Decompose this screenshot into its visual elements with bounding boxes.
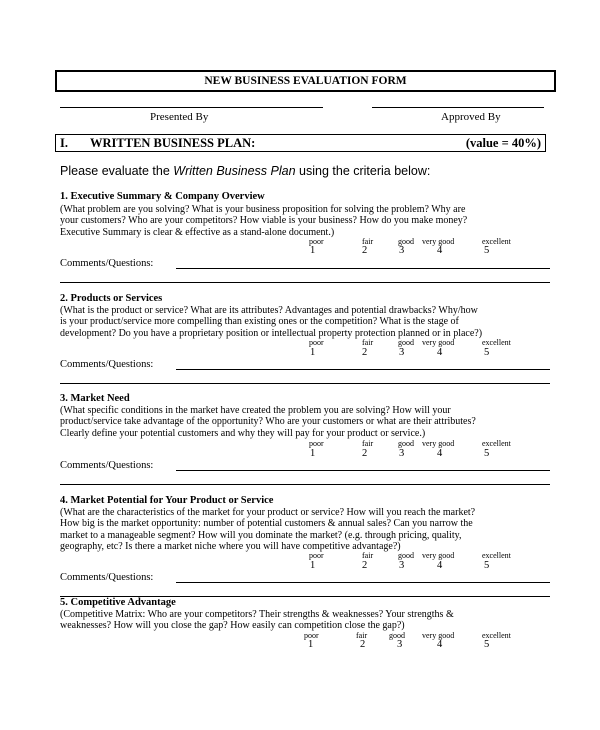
approved-by-label: Approved By	[441, 111, 501, 123]
comments-line[interactable]	[176, 369, 550, 370]
criterion-1-description: (What problem are you solving? What is your business proposition for solving the problem? Why are your customers? Who are your competitors? How viable is your business? How do you make money? Executive Summary is clear & effective as a stand-alone document.)	[60, 204, 468, 238]
comments-label: Comments/Questions:	[60, 258, 154, 269]
criterion-1-title: 1. Executive Summary & Company Overview	[60, 191, 265, 202]
comments-label: Comments/Questions:	[60, 359, 154, 370]
presented-by-label: Presented By	[150, 111, 209, 123]
criterion-3-title: 3. Market Need	[60, 393, 130, 404]
comments-label: Comments/Questions:	[60, 460, 154, 471]
comments-line[interactable]	[60, 282, 550, 283]
section-name: WRITTEN BUSINESS PLAN:	[90, 136, 256, 150]
instructions: Please evaluate the Written Business Plan using the criteria below:	[60, 164, 431, 178]
criterion-2-description: (What is the product or service? What are its attributes? Advantages and potential drawbacks? Why/how is your product/service more compelling than existing ones or the competition? What is the stage of development? Do you have a proprietary position or intellectual property protection planned or in place?)	[60, 305, 483, 339]
comments-line[interactable]	[176, 470, 550, 471]
comments-line[interactable]	[60, 484, 550, 485]
section-header	[55, 134, 546, 152]
form-title: NEW BUSINESS EVALUATION FORM	[55, 70, 556, 92]
comments-line[interactable]	[60, 383, 550, 384]
comments-line[interactable]	[176, 582, 550, 583]
criterion-5-description: (Competitive Matrix: Who are your competitors? Their strengths & weaknesses? Your strengths & weaknesses? How will you close the gap? How easily can competition close the gap?)	[60, 609, 454, 632]
comments-label: Comments/Questions:	[60, 572, 154, 583]
criterion-4-title: 4. Market Potential for Your Product or Service	[60, 495, 274, 506]
criterion-3-description: (What specific conditions in the market have created the problem you are solving? How will your product/service take advantage of the opportunity? Who are your customers or what are their attributes? Clearly define your potential customers and why they will pay for your product or service.)	[60, 405, 476, 439]
criterion-2-title: 2. Products or Services	[60, 293, 163, 304]
presented-by-signature-line[interactable]	[60, 107, 323, 108]
section-value: (value = 40%)	[465, 136, 541, 150]
section-number: I.	[60, 136, 68, 150]
comments-line[interactable]	[176, 268, 550, 269]
criterion-4-description: (What are the characteristics of the market for your product or service? How will you reach the market? How big is the market opportunity: number of potential customers & annual sales? Can you narrow the market to a manageable segment? How will you dominate the market? (e.g. through pricing, quality, geography, etc? Is there a market niche where you will have competitive advantage?)	[60, 507, 476, 553]
criterion-5-title: 5. Competitive Advantage	[60, 597, 176, 608]
approved-by-signature-line[interactable]	[372, 107, 544, 108]
